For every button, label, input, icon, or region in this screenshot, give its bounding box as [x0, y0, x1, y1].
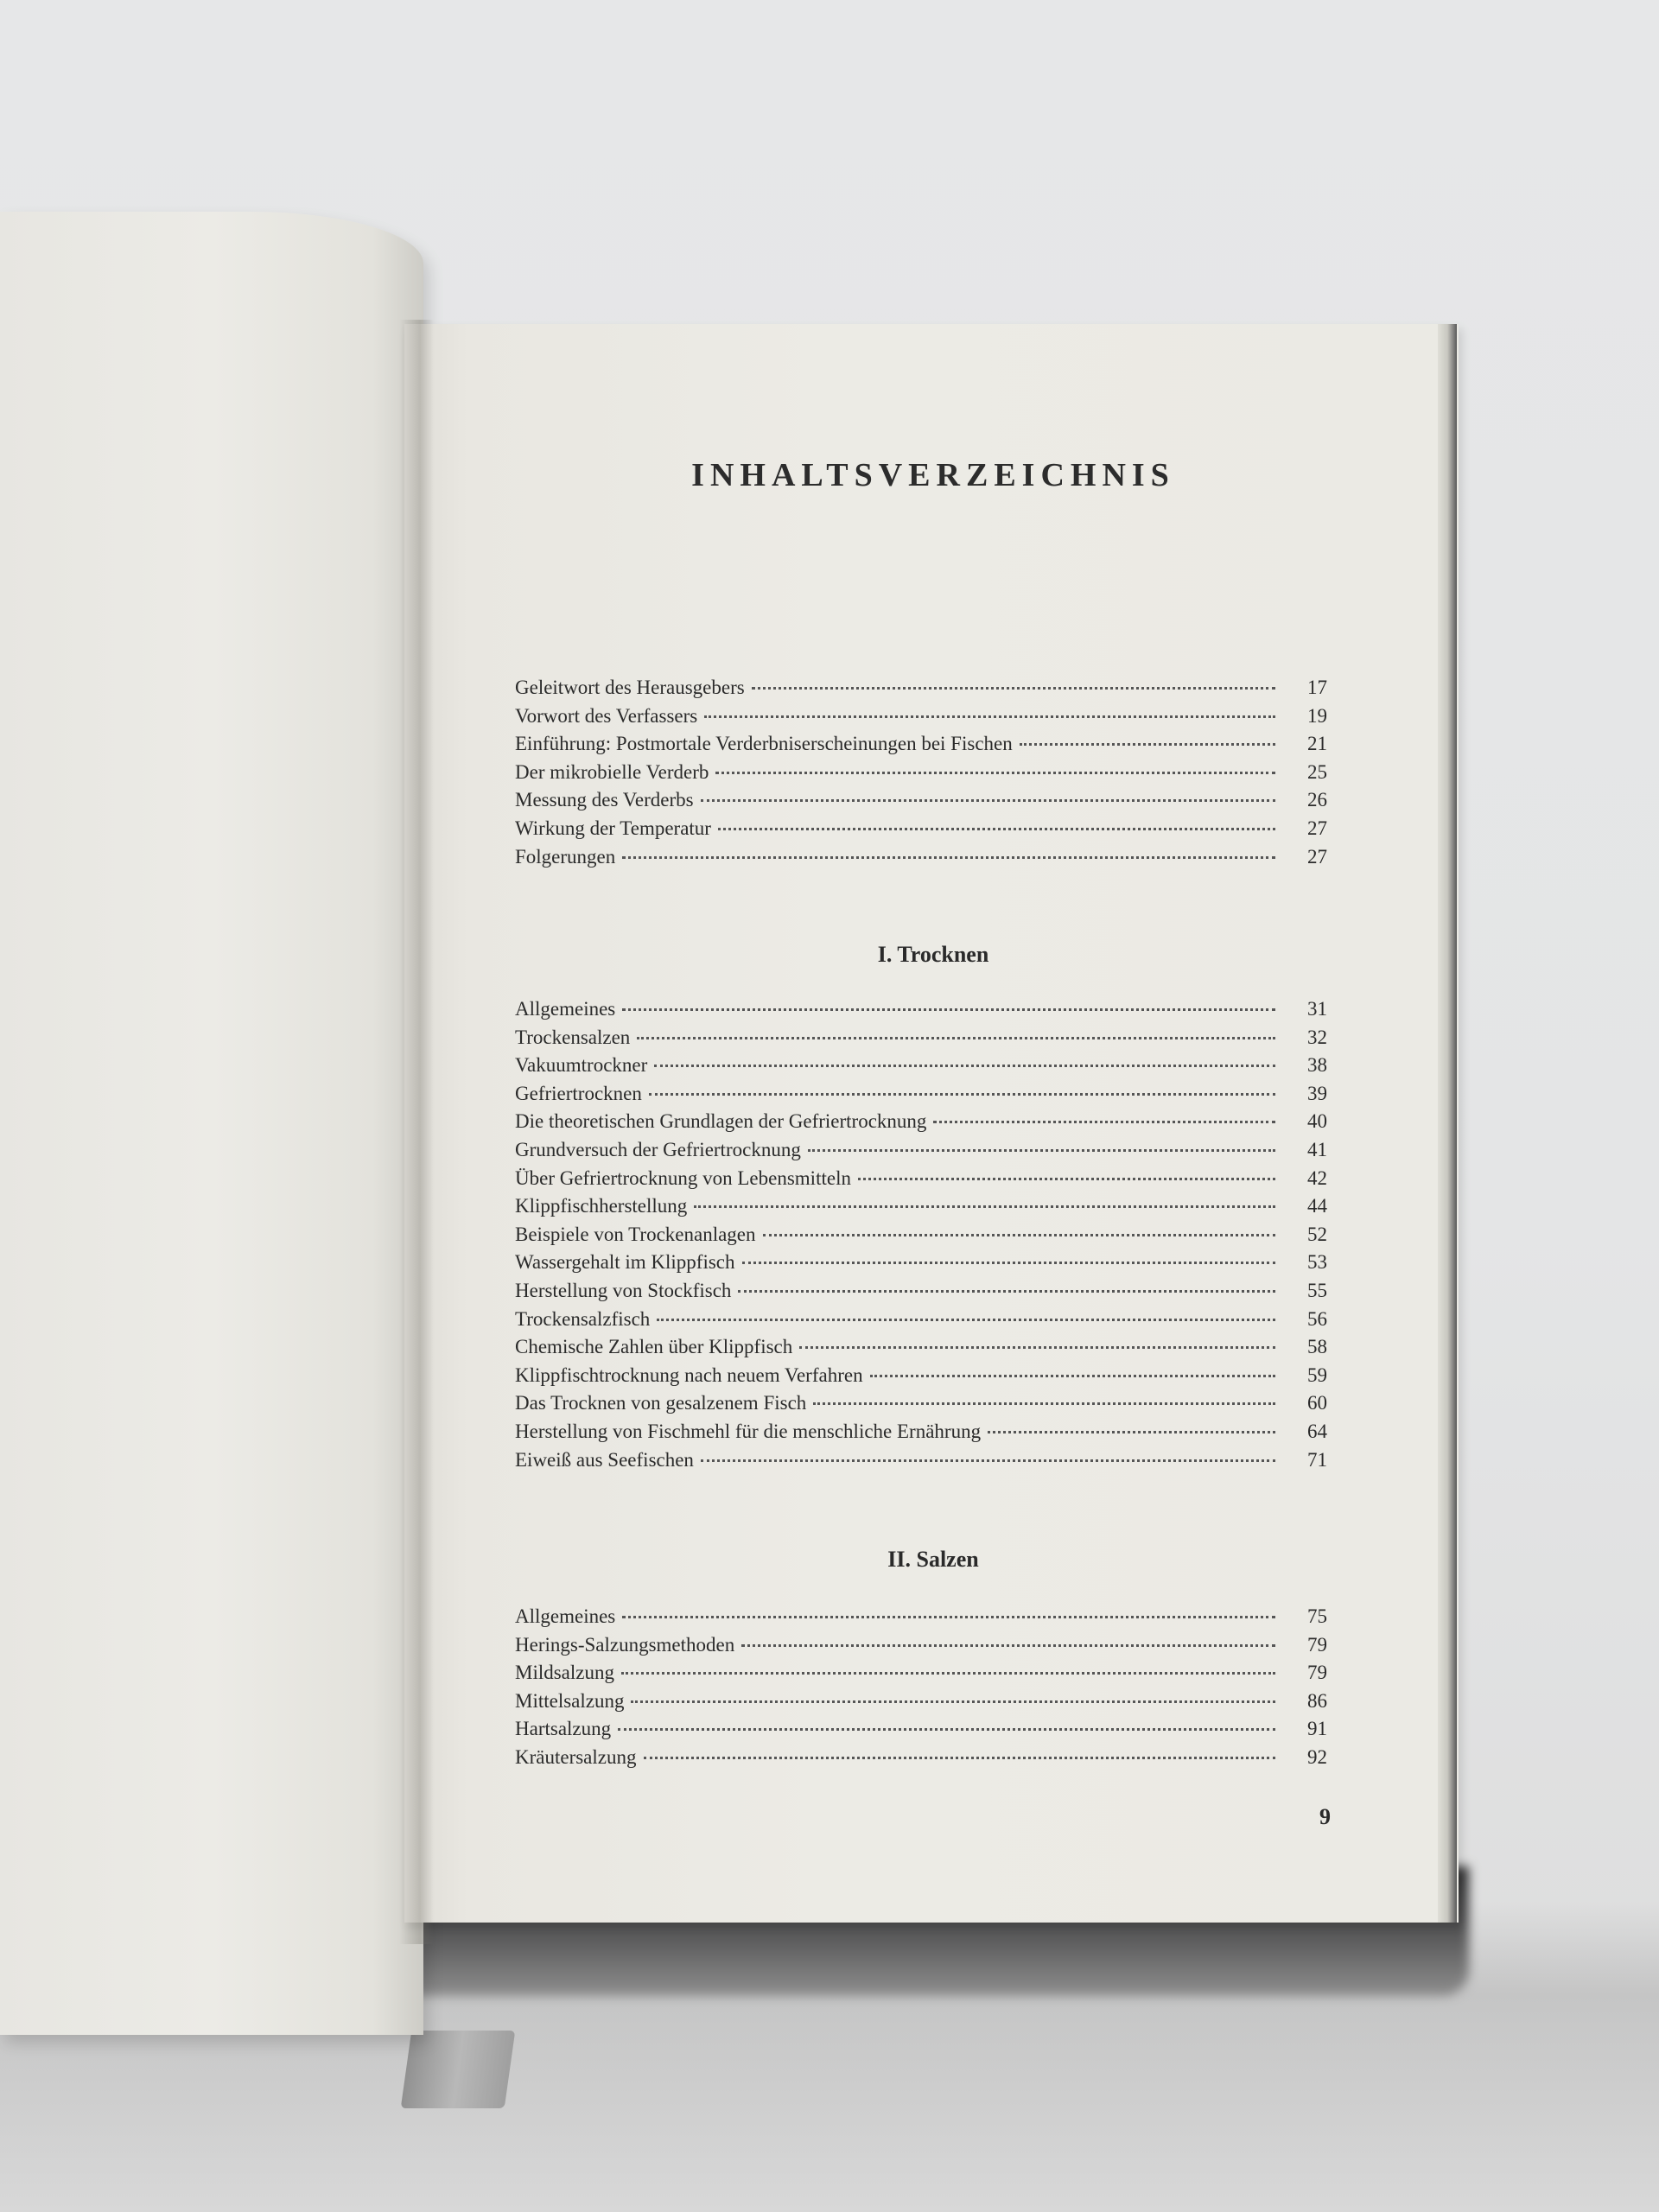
toc-entry-page: 25: [1307, 760, 1327, 783]
toc-entry: [515, 1634, 1327, 1662]
toc-entry-label: Mittelsalzung: [515, 1689, 625, 1712]
page-edge: [1438, 324, 1457, 1923]
book-gutter: [399, 320, 434, 1944]
toc-entry: [515, 1746, 1327, 1775]
toc-entry-label: Herstellung von Fischmehl für die menschliche Ernährung: [515, 1420, 982, 1442]
toc-entry-label: Über Gefriertrocknung von Lebensmitteln: [515, 1166, 851, 1189]
toc-entry: [515, 1224, 1327, 1252]
toc-entry: [515, 1308, 1327, 1337]
bookmark-ribbon: [401, 2031, 516, 2108]
toc-entry-page: 79: [1307, 1633, 1327, 1656]
toc-entry-page: 19: [1307, 704, 1327, 727]
toc-entry-label: Einführung: Postmortale Verderbniserscheinungen bei Fischen: [515, 733, 1013, 755]
toc-entry-label: Beispiele von Trockenanlagen: [515, 1223, 756, 1245]
toc-entry-label: Chemische Zahlen über Klippfisch: [515, 1336, 793, 1358]
toc-entry-label: Trockensalzen: [515, 1026, 631, 1048]
dot-leader: [704, 715, 1275, 718]
toc-entry-label: Wassergehalt im Klippfisch: [515, 1251, 735, 1274]
toc-entry-page: 39: [1307, 1082, 1327, 1104]
left-page: [0, 212, 423, 2035]
toc-entry-page: 86: [1307, 1689, 1327, 1712]
toc-entry: [515, 1280, 1327, 1308]
dot-leader: [657, 1319, 1275, 1321]
dot-leader: [631, 1700, 1275, 1703]
toc-entry: [515, 846, 1327, 874]
toc-entry-label: Messung des Verderbs: [515, 789, 694, 811]
toc-entry: [515, 1392, 1327, 1421]
toc-entry-page: 60: [1307, 1392, 1327, 1414]
toc-entry-label: Grundversuch der Gefriertrocknung: [515, 1138, 801, 1160]
toc-entry-page: 59: [1307, 1363, 1327, 1386]
toc-entry-page: 41: [1307, 1138, 1327, 1160]
dot-leader: [813, 1402, 1275, 1405]
dot-leader: [808, 1149, 1275, 1152]
toc-entry-page: 38: [1307, 1054, 1327, 1077]
dot-leader: [752, 687, 1275, 690]
toc-entry-page: 27: [1307, 817, 1327, 839]
toc-entry-label: Allgemeines: [515, 998, 616, 1020]
toc-entry: [515, 1336, 1327, 1364]
toc-entry: [515, 1662, 1327, 1690]
toc-entry: [515, 1690, 1327, 1719]
dot-leader: [618, 1728, 1275, 1731]
toc-entry-label: Gefriertrocknen: [515, 1082, 642, 1104]
dot-leader: [622, 856, 1275, 859]
toc-salzen-list: [515, 1605, 1327, 1775]
toc-entry-page: 64: [1307, 1420, 1327, 1442]
toc-entry: [515, 1449, 1327, 1478]
toc-entry-page: 75: [1307, 1605, 1327, 1627]
toc-entry-label: Eiweiß aus Seefischen: [515, 1448, 694, 1471]
dot-leader: [649, 1093, 1275, 1096]
toc-entry: [515, 1421, 1327, 1449]
toc-entry: [515, 1195, 1327, 1224]
toc-entry-label: Kräutersalzung: [515, 1745, 637, 1768]
dot-leader: [858, 1178, 1275, 1180]
dot-leader: [718, 828, 1275, 830]
toc-entry-page: 92: [1307, 1745, 1327, 1768]
toc-entry: [515, 998, 1327, 1027]
toc-entry: [515, 1027, 1327, 1055]
toc-entry: [515, 1139, 1327, 1167]
toc-entry-label: Die theoretischen Grundlagen der Gefriertrocknung: [515, 1110, 927, 1133]
toc-entry-label: Das Trocknen von gesalzenem Fisch: [515, 1392, 807, 1414]
toc-entry-label: Vorwort des Verfassers: [515, 704, 698, 727]
toc-intro-list: [515, 677, 1327, 874]
toc-entry: [515, 1167, 1327, 1196]
dot-leader: [933, 1121, 1275, 1123]
dot-leader: [738, 1290, 1275, 1293]
toc-entry-page: 42: [1307, 1166, 1327, 1189]
toc-entry: [515, 1364, 1327, 1393]
dot-leader: [1020, 743, 1275, 746]
toc-entry-label: Vakuumtrockner: [515, 1054, 648, 1077]
toc-entry-page: 56: [1307, 1307, 1327, 1330]
section-heading-trocknen: I. Trocknen: [877, 942, 989, 967]
toc-entry-page: 26: [1307, 789, 1327, 811]
toc-entry-page: 40: [1307, 1110, 1327, 1133]
toc-entry-label: Herstellung von Stockfisch: [515, 1279, 732, 1301]
dot-leader: [701, 1459, 1275, 1462]
dot-leader: [701, 799, 1275, 802]
dot-leader: [741, 1644, 1275, 1647]
toc-entry: [515, 1110, 1327, 1139]
toc-entry-page: 58: [1307, 1336, 1327, 1358]
toc-entry-label: Mildsalzung: [515, 1662, 614, 1684]
toc-entry-label: Klippfischtrocknung nach neuem Verfahren: [515, 1363, 863, 1386]
toc-entry-page: 55: [1307, 1279, 1327, 1301]
toc-entry-page: 31: [1307, 998, 1327, 1020]
toc-entry: [515, 1083, 1327, 1111]
page-title: INHALTSVERZEICHNIS: [691, 457, 1175, 493]
toc-entry: [515, 1251, 1327, 1280]
toc-entry-page: 91: [1307, 1718, 1327, 1740]
toc-entry-page: 32: [1307, 1026, 1327, 1048]
toc-entry-page: 21: [1307, 733, 1327, 755]
dot-leader: [763, 1234, 1275, 1236]
toc-entry-page: 71: [1307, 1448, 1327, 1471]
section-heading-salzen: II. Salzen: [887, 1547, 979, 1572]
toc-entry: [515, 761, 1327, 790]
page-number: 9: [1319, 1804, 1331, 1829]
toc-entry: [515, 1605, 1327, 1634]
dot-leader: [742, 1262, 1275, 1264]
toc-trocknen-list: [515, 998, 1327, 1477]
toc-entry-label: Herings-Salzungsmethoden: [515, 1633, 735, 1656]
toc-entry: [515, 817, 1327, 846]
toc-entry-page: 17: [1307, 677, 1327, 698]
toc-entry-label: Wirkung der Temperatur: [515, 817, 711, 839]
toc-entry: [515, 1718, 1327, 1746]
dot-leader: [715, 772, 1275, 774]
toc-entry-page: 44: [1307, 1195, 1327, 1217]
toc-entry-page: 27: [1307, 845, 1327, 868]
dot-leader: [694, 1205, 1275, 1208]
toc-entry-page: 53: [1307, 1251, 1327, 1274]
toc-entry: [515, 677, 1327, 705]
dot-leader: [622, 1616, 1275, 1618]
toc-entry-label: Folgerungen: [515, 845, 616, 868]
toc-entry-label: Der mikrobielle Verderb: [515, 760, 709, 783]
dot-leader: [621, 1672, 1275, 1675]
toc-entry-label: Allgemeines: [515, 1605, 616, 1627]
toc-entry: [515, 1054, 1327, 1083]
dot-leader: [799, 1346, 1275, 1349]
toc-entry-label: Hartsalzung: [515, 1718, 612, 1740]
toc-entry-page: 52: [1307, 1223, 1327, 1245]
dot-leader: [988, 1431, 1275, 1433]
dot-leader: [654, 1065, 1275, 1067]
toc-entry: [515, 733, 1327, 761]
toc-entry-label: Geleitwort des Herausgebers: [515, 677, 745, 698]
dot-leader: [637, 1037, 1275, 1039]
dot-leader: [622, 1008, 1275, 1011]
toc-entry-label: Klippfischherstellung: [515, 1195, 688, 1217]
toc-entry: [515, 789, 1327, 817]
dot-leader: [870, 1375, 1275, 1377]
toc-entry-label: Trockensalzfisch: [515, 1307, 651, 1330]
dot-leader: [644, 1757, 1276, 1759]
toc-entry: [515, 705, 1327, 734]
toc-entry-page: 79: [1307, 1662, 1327, 1684]
